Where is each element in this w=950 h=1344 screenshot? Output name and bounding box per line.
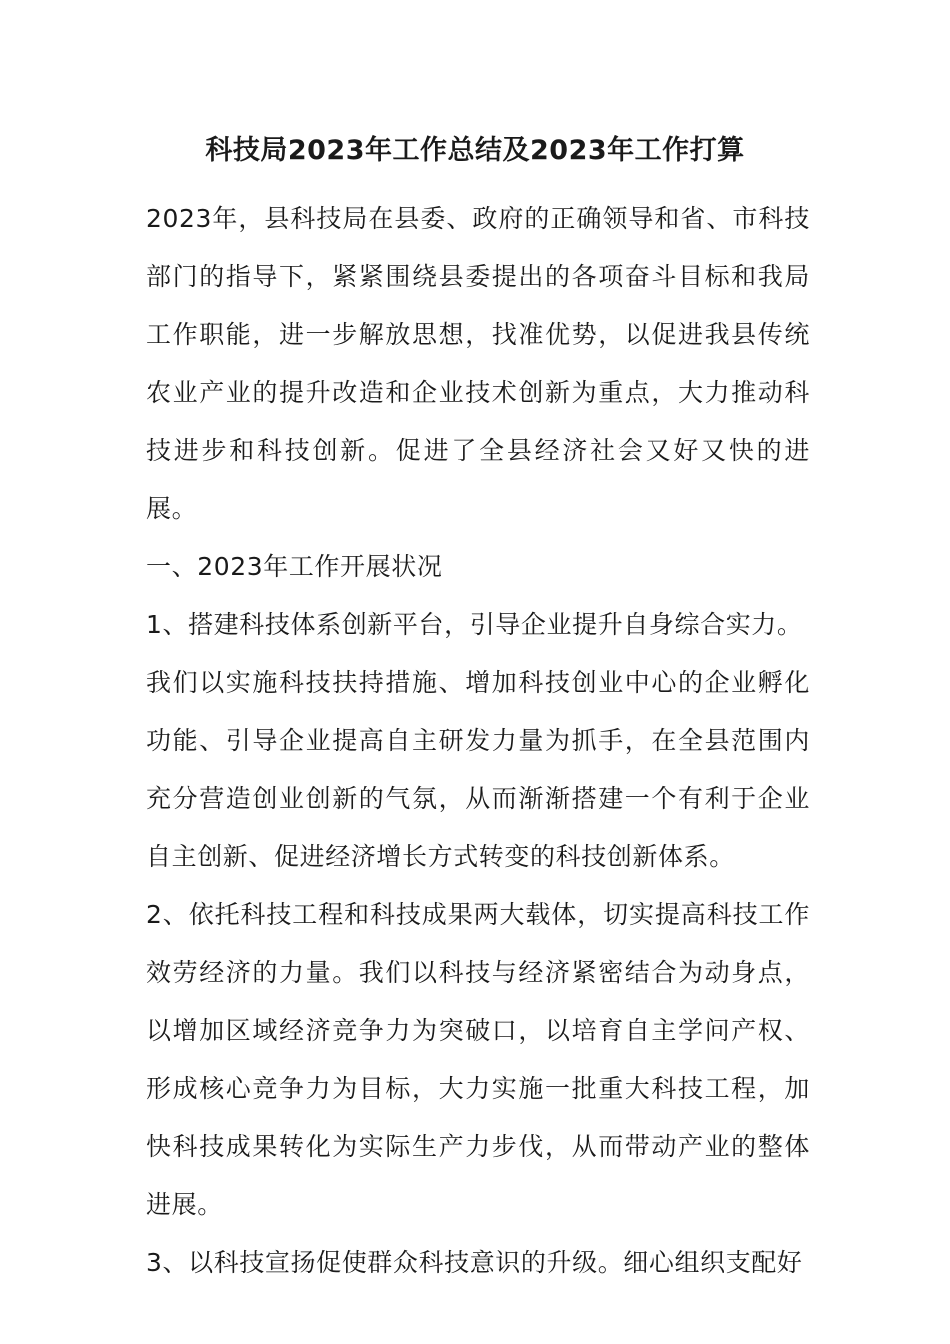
- document-title: 科技局2023年工作总结及2023年工作打算: [205, 135, 745, 166]
- document-body: [146, 190, 810, 1292]
- item-2-paragraph: 2、依托科技工程和科技成果两大载体，切实提高科技工作效劳经济的力量。我们以科技与经济紧密结合为动身点，以增加区域经济竞争力为突破口，以培育自主学问产权、形成核心竞争力为目标，大力实施一批重大科技工程，加快科技成果转化为实际生产力步伐，从而带动产业的整体进展。: [146, 900, 810, 1219]
- item-1-paragraph: 我们以实施科技扶持措施、增加科技创业中心的企业孵化功能、引导企业提高自主研发力量为抓手，在全县范围内充分营造创业创新的气氛，从而渐渐搭建一个有利于企业自主创新、促进经济增长方式转变的科技创新体系。: [146, 668, 810, 871]
- section-heading-1: 一、2023年工作开展状况: [146, 552, 443, 581]
- intro-paragraph: 2023年，县科技局在县委、政府的正确领导和省、市科技部门的指导下，紧紧围绕县委提出的各项奋斗目标和我局工作职能，进一步解放思想，找准优势，以促进我县传统农业产业的提升改造和企业技术创新为重点，大力推动科技进步和科技创新。促进了全县经济社会又好又快的进展。: [146, 204, 810, 523]
- item-3-paragraph: 3、以科技宣扬促使群众科技意识的升级。细心组织支配好: [146, 1248, 803, 1277]
- item-1-heading: 1、搭建科技体系创新平台，引导企业提升自身综合实力。: [146, 610, 803, 639]
